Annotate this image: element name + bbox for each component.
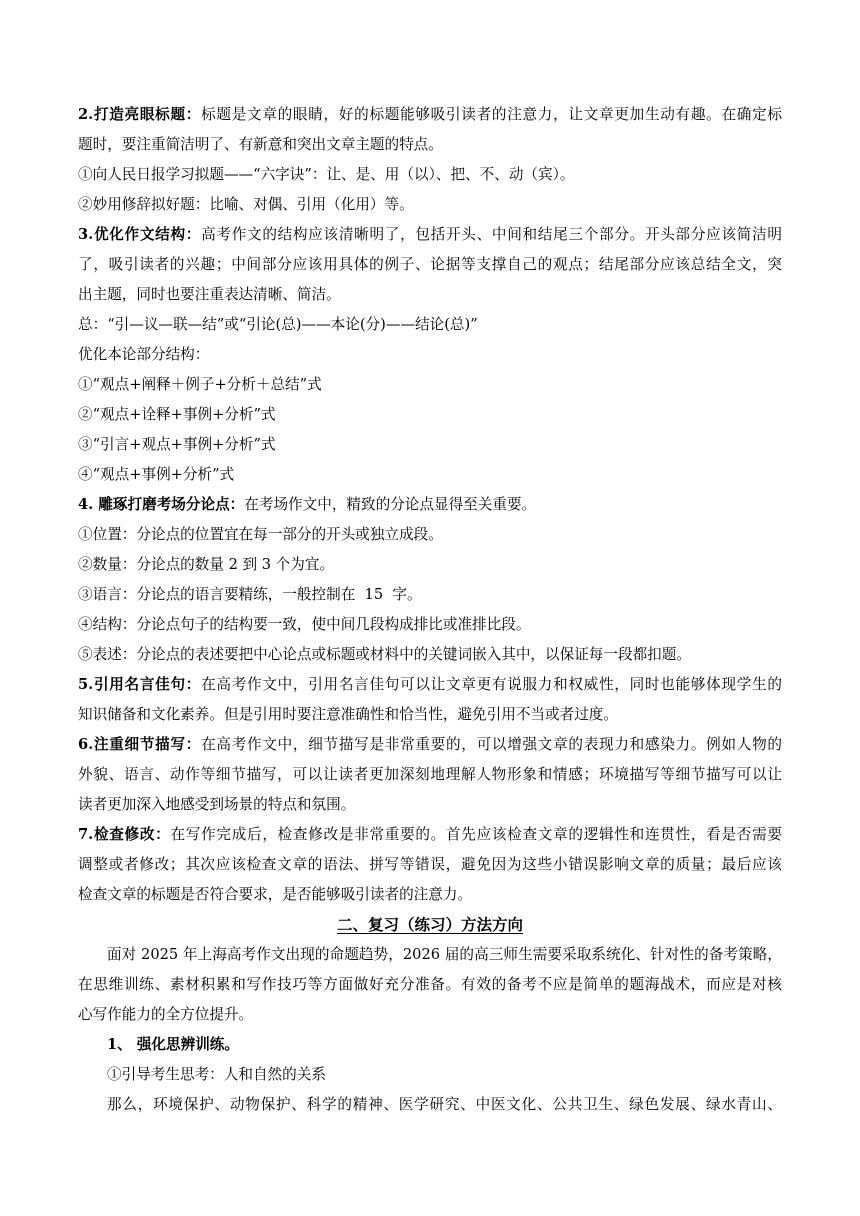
section-2-paragraph-line-3: 心写作能力的全方位提升。	[78, 1006, 254, 1023]
tip5-line-1: 5.引用名言佳句：在高考作文中，引用名言佳句可以让文章更有说服力和权威性，同时也能够体现学生的	[78, 676, 782, 693]
section-2-paragraph-line-2: 在思维训练、素材积累和写作技巧等方面做好充分准备。有效的备考不应是简单的题海战术，而应是对核	[78, 976, 782, 993]
tip4-item-1: ①位置：分论点的位置宜在每一部分的开头或独立成段。	[78, 526, 443, 543]
tip3-structure-1: ①“观点+阐释＋例子+分析＋总结”式	[78, 376, 322, 393]
tip3-body-structure-label: 优化本论部分结构：	[78, 346, 210, 363]
tip2-heading: 2.打造亮眼标题：	[78, 106, 202, 123]
tip3-line-2: 了，吸引读者的兴趣；中间部分应该用具体的例子、论据等支撑自己的观点；结尾部分应该总结全文，突	[78, 256, 782, 273]
tip2-line-2: 题时，要注重简洁明了、有新意和突出文章主题的特点。	[78, 136, 443, 153]
section-2-sub-line-2: 那么，环境保护、动物保护、科学的精神、医学研究、中医文化、公共卫生、绿色发展、绿水青山、	[107, 1096, 782, 1113]
tip7-line-1: 7.检查修改：在写作完成后，检查修改是非常重要的。首先应该检查文章的逻辑性和连贯性，看是否需要	[78, 826, 782, 843]
tip7-heading: 7.检查修改：	[78, 826, 171, 843]
tip6-line-3: 读者更加深入地感受到场景的特点和氛围。	[78, 796, 356, 813]
section-2-title: 二、复习（练习）方法方向	[336, 915, 523, 934]
tip3-line-1: 3.优化作文结构：高考作文的结构应该清晰明了，包括开头、中间和结尾三个部分。开头部分应该简洁明	[78, 226, 782, 243]
tip3-line-3: 出主题，同时也要注重表达清晰、简洁。	[78, 286, 341, 303]
tip4-item-5: ⑤表述：分论点的表述要把中心论点或标题或材料中的关键词嵌入其中，以保证每一段都扣题。	[78, 646, 691, 663]
tip3-summary: 总：“引—议—联—结”或“引论(总)——本论(分)——结论(总)”	[78, 316, 478, 333]
tip6-heading: 6.注重细节描写：	[78, 736, 202, 753]
tip5-line-2: 知识储备和文化素养。但是引用时要注意准确性和恰当性，避免引用不当或者过度。	[78, 706, 618, 723]
tip4-item-3: ③语言：分论点的语言要精练，一般控制在 15 字。	[78, 586, 422, 603]
tip6-line-2: 外貌、语言、动作等细节描写，可以让读者更加深刻地理解人物形象和情感；环境描写等细节描写可以让	[78, 766, 782, 783]
tip3-structure-3: ③“引言+观点+事例+分析”式	[78, 436, 276, 453]
tip3-heading: 3.优化作文结构：	[78, 226, 202, 243]
tip2-item-1: ①向人民日报学习拟题——“六字诀”：让、是、用（以）、把、不、动（宾）。	[78, 166, 575, 183]
tip7-line-3: 检查文章的标题是否符合要求，是否能够吸引读者的注意力。	[78, 886, 473, 903]
tip7-line-2: 调整或者修改；其次应该检查文章的语法、拼写等错误，避免因为这些小错误影响文章的质量；最后应该	[78, 856, 782, 873]
tip2-line-1: 2.打造亮眼标题：标题是文章的眼睛，好的标题能够吸引读者的注意力，让文章更加生动有趣。在确定标	[78, 106, 782, 123]
tip2-item-2: ②妙用修辞拟好题：比喻、对偶、引用（化用）等。	[78, 196, 414, 213]
document-page	[78, 100, 782, 1120]
section-2-paragraph-line-1: 面对 2025 年上海高考作文出现的命题趋势，2026 届的高三师生需要采取系统化、针对性的备考策略，	[107, 946, 782, 963]
tip6-line-1: 6.注重细节描写：在高考作文中，细节描写是非常重要的，可以增强文章的表现力和感染力。例如人物的	[78, 736, 782, 753]
section-2-subheading: 1、 强化思辨训练。	[107, 1036, 239, 1053]
tip4-line-1: 4. 雕琢打磨考场分论点：在考场作文中，精致的分论点显得至关重要。	[78, 496, 537, 513]
tip4-item-4: ④结构：分论点句子的结构要一致，使中间几段构成排比或准排比段。	[78, 616, 531, 633]
section-2-sub-line-1: ①引导考生思考：人和自然的关系	[107, 1066, 326, 1083]
tip4-item-2: ②数量：分论点的数量 2 到 3 个为宜。	[78, 556, 335, 573]
tip3-structure-4: ④“观点+事例+分析”式	[78, 466, 235, 483]
tip4-heading: 4. 雕琢打磨考场分论点：	[78, 496, 245, 513]
tip3-structure-2: ②“观点+诠释+事例+分析”式	[78, 406, 276, 423]
tip5-heading: 5.引用名言佳句：	[78, 676, 202, 693]
